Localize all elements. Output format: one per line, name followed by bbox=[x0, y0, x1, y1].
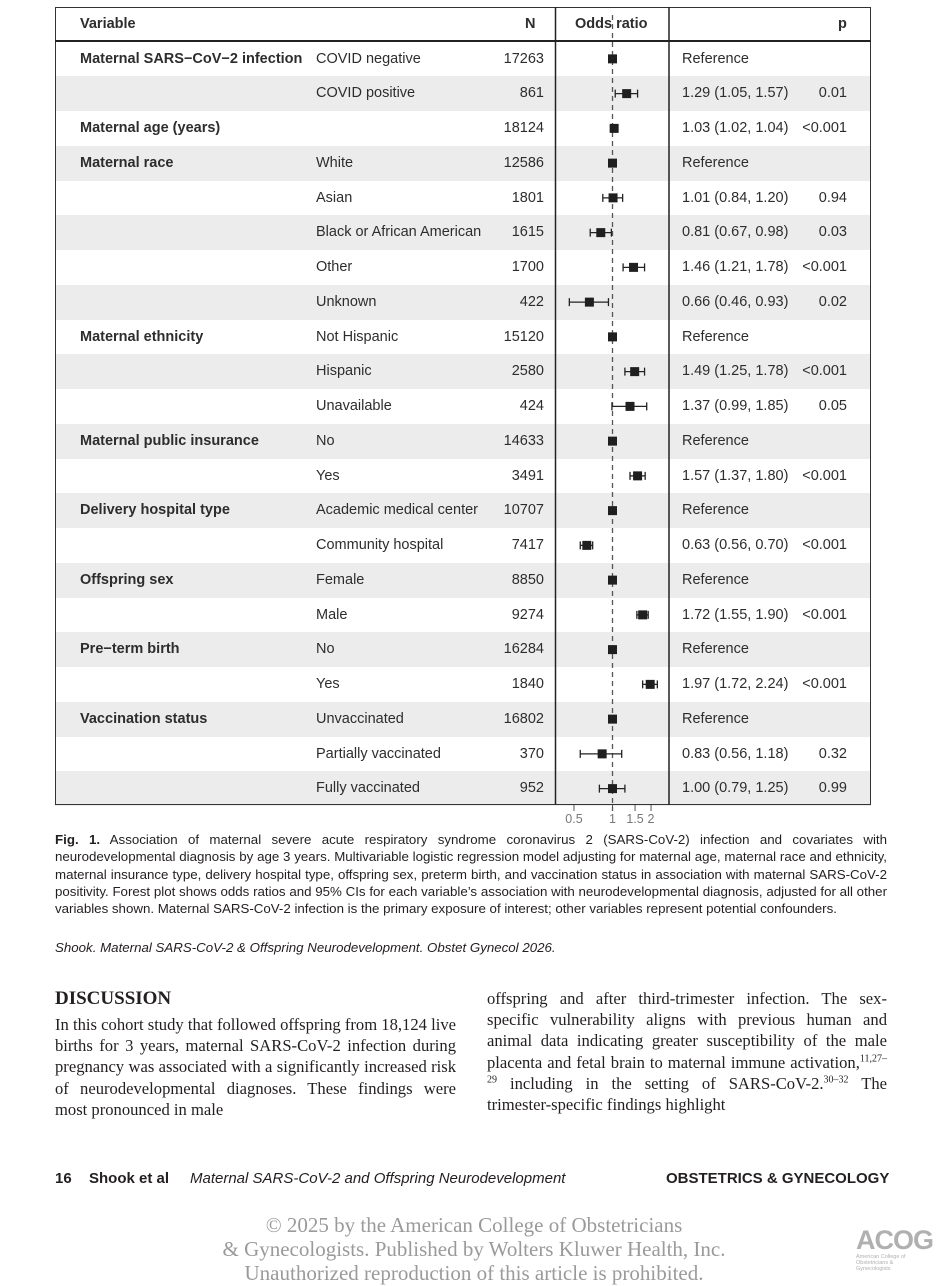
variable-cell: Maternal public insurance bbox=[80, 432, 259, 449]
level-cell: Community hospital bbox=[316, 537, 444, 553]
acog-line-1: American College of bbox=[856, 1254, 906, 1260]
header-variable: Variable bbox=[80, 16, 136, 32]
or-ci-cell: 1.37 (0.99, 1.85) bbox=[682, 398, 789, 414]
point-estimate bbox=[608, 332, 617, 341]
header-n: N bbox=[525, 16, 536, 32]
p-value-cell: 0.05 bbox=[818, 398, 847, 414]
or-ci-cell: 1.46 (1.21, 1.78) bbox=[682, 259, 789, 275]
n-cell: 16284 bbox=[503, 641, 544, 658]
n-cell: 2580 bbox=[511, 363, 544, 380]
level-cell: Unvaccinated bbox=[316, 710, 404, 727]
point-estimate bbox=[608, 159, 617, 168]
caption-label: Fig. 1. bbox=[55, 832, 101, 847]
n-cell: 1700 bbox=[511, 259, 544, 275]
or-ci-cell: 0.83 (0.56, 1.18) bbox=[682, 745, 789, 762]
or-ci-cell: Reference bbox=[682, 641, 749, 658]
x-tick-label: 1 bbox=[609, 812, 616, 826]
acog-line-2: Obstetricians & Gynecologists bbox=[856, 1260, 894, 1272]
n-cell: 952 bbox=[519, 780, 544, 797]
n-cell: 861 bbox=[519, 85, 544, 102]
or-ci-cell: 1.01 (0.84, 1.20) bbox=[682, 189, 789, 206]
point-estimate bbox=[646, 680, 655, 689]
footer-journal: OBSTETRICS & GYNECOLOGY bbox=[666, 1170, 890, 1187]
level-cell: Academic medical center bbox=[316, 502, 478, 519]
p-value-cell: <0.001 bbox=[802, 363, 847, 380]
level-cell: Black or African American bbox=[316, 224, 482, 241]
n-cell: 9274 bbox=[511, 606, 544, 623]
or-ci-cell: 1.97 (1.72, 2.24) bbox=[682, 676, 789, 692]
variable-cell: Pre−term birth bbox=[80, 641, 180, 658]
p-value-cell: 0.94 bbox=[818, 189, 847, 206]
p-value-cell: <0.001 bbox=[802, 537, 847, 553]
or-ci-cell: 0.66 (0.46, 0.93) bbox=[682, 293, 789, 310]
p-value-cell: <0.001 bbox=[802, 467, 847, 484]
variable-cell: Delivery hospital type bbox=[80, 502, 230, 519]
p-value-cell: 0.03 bbox=[818, 224, 847, 241]
discussion-column-2 bbox=[487, 988, 887, 1115]
table-border bbox=[56, 8, 871, 805]
or-ci-cell: 1.29 (1.05, 1.57) bbox=[682, 85, 789, 102]
p-value-cell: <0.001 bbox=[802, 606, 847, 623]
or-ci-cell: Reference bbox=[682, 328, 749, 345]
or-ci-cell: 0.81 (0.67, 0.98) bbox=[682, 224, 789, 241]
p-value-cell: 0.01 bbox=[818, 85, 847, 102]
forest-plot-svg bbox=[55, 7, 871, 837]
watermark-line-2: & Gynecologists. Published by Wolters Kluwer Health, Inc. bbox=[222, 1237, 726, 1261]
level-cell: Asian bbox=[316, 189, 353, 206]
figure-caption bbox=[55, 831, 887, 917]
variable-cell: Maternal race bbox=[80, 154, 174, 171]
p-value-cell: 0.32 bbox=[818, 745, 847, 762]
level-cell: White bbox=[316, 154, 354, 171]
or-ci-cell: Reference bbox=[682, 154, 749, 171]
point-estimate bbox=[610, 124, 619, 133]
level-cell: Other bbox=[316, 259, 353, 275]
p-value-cell: <0.001 bbox=[802, 676, 847, 692]
point-estimate bbox=[608, 715, 617, 724]
variable-cell: Maternal ethnicity bbox=[80, 328, 204, 345]
level-cell: Male bbox=[316, 606, 348, 623]
point-estimate bbox=[598, 749, 607, 758]
level-cell: No bbox=[316, 641, 335, 658]
point-estimate bbox=[608, 506, 617, 515]
point-estimate bbox=[630, 367, 639, 376]
point-estimate bbox=[608, 54, 617, 63]
col2-text-c: The trimester-specific findings highlight bbox=[487, 1073, 887, 1115]
or-ci-cell: Reference bbox=[682, 502, 749, 519]
or-ci-cell: Reference bbox=[682, 710, 749, 727]
header-p: p bbox=[838, 16, 847, 32]
n-cell: 15120 bbox=[503, 328, 544, 345]
point-estimate bbox=[585, 298, 594, 307]
page-number: 16 bbox=[55, 1170, 72, 1187]
or-ci-cell: Reference bbox=[682, 571, 749, 588]
n-cell: 1840 bbox=[511, 676, 544, 692]
or-ci-cell: 1.03 (1.02, 1.04) bbox=[682, 120, 789, 136]
n-cell: 14633 bbox=[503, 432, 544, 449]
or-ci-cell: 1.49 (1.25, 1.78) bbox=[682, 363, 789, 380]
discussion-column-1: In this cohort study that followed offspring from 18,124 live births for 3 years, maternal SARS-CoV-2 infection during pregnancy was associated with a significantly increased risk of neurodevelopmental diagnoses. These findings were most pronounced in male bbox=[55, 1015, 456, 1119]
acog-logo bbox=[856, 1225, 933, 1272]
col2-text-b: including in the setting of SARS-CoV-2. bbox=[497, 1073, 824, 1093]
watermark-line-3: Unauthorized reproduction of this article is prohibited. bbox=[244, 1261, 704, 1285]
n-cell: 10707 bbox=[503, 502, 544, 519]
n-cell: 1801 bbox=[511, 189, 544, 206]
point-estimate bbox=[608, 645, 617, 654]
n-cell: 422 bbox=[519, 293, 544, 310]
level-cell: Yes bbox=[316, 676, 340, 692]
level-cell: Hispanic bbox=[316, 363, 372, 380]
citation-superscript: 11,27–29 bbox=[487, 1053, 887, 1086]
or-ci-cell: 1.00 (0.79, 1.25) bbox=[682, 780, 789, 797]
point-estimate bbox=[638, 610, 647, 619]
level-cell: COVID positive bbox=[316, 85, 416, 102]
point-estimate bbox=[629, 263, 638, 272]
footer-authors: Shook et al bbox=[89, 1170, 170, 1187]
header-odds-ratio: Odds ratio bbox=[575, 16, 648, 32]
n-cell: 8850 bbox=[511, 571, 544, 588]
level-cell: Not Hispanic bbox=[316, 328, 399, 345]
variable-cell: Maternal SARS−CoV−2 infection bbox=[80, 50, 303, 67]
level-cell: Unknown bbox=[316, 293, 377, 310]
n-cell: 424 bbox=[519, 398, 544, 414]
level-cell: Partially vaccinated bbox=[316, 745, 441, 762]
point-estimate bbox=[626, 402, 635, 411]
p-value-cell: 0.02 bbox=[818, 293, 847, 310]
x-tick-label: 2 bbox=[647, 812, 655, 826]
footer-running-title: Maternal SARS-CoV-2 and Offspring Neurodevelopment bbox=[190, 1170, 566, 1187]
n-cell: 370 bbox=[519, 745, 544, 762]
p-value-cell: <0.001 bbox=[802, 120, 847, 136]
p-value-cell: 0.99 bbox=[818, 780, 847, 797]
level-cell: No bbox=[316, 432, 335, 449]
n-cell: 17263 bbox=[503, 50, 544, 67]
level-cell: Fully vaccinated bbox=[316, 780, 420, 797]
point-estimate bbox=[608, 576, 617, 585]
point-estimate bbox=[622, 89, 631, 98]
n-cell: 16802 bbox=[503, 710, 544, 727]
x-tick-label: 1.5 bbox=[626, 812, 644, 826]
point-estimate bbox=[608, 784, 617, 793]
variable-cell: Vaccination status bbox=[80, 710, 208, 727]
col2-text-a: offspring and after third-trimester infection. The sex-specific vulnerability aligns with previous human and animal data indicating greater susceptibility of the male placenta and fetal brain to maternal immune activation, bbox=[487, 989, 887, 1072]
acog-mark: ACOG bbox=[856, 1225, 933, 1255]
p-value-cell: <0.001 bbox=[802, 259, 847, 275]
n-cell: 1615 bbox=[511, 224, 544, 241]
forest-plot-table bbox=[55, 7, 871, 826]
discussion-heading: DISCUSSION bbox=[55, 988, 172, 1009]
figure-credit: Shook. Maternal SARS-CoV-2 & Offspring Neurodevelopment. Obstet Gynecol 2026. bbox=[55, 940, 556, 955]
level-cell: Unavailable bbox=[316, 398, 392, 414]
caption-text: Association of maternal severe acute respiratory syndrome coronavirus 2 (SARS-CoV-2) infection and covariates with neurodevelopmental diagnosis by age 3 years. Multivariable logistic regression model adjusting for maternal age, maternal race and ethnicity, maternal insurance type, delivery hospital type, offspring sex, preterm birth, and vaccination status in association with maternal SARS-CoV-2 positivity. Forest plot shows odds ratios and 95% CIs for each variable’s association with neurodevelopmental diagnosis, adjusted for all other variables shown. Maternal SARS-CoV-2 infection is the primary exposure of interest; other variables represent potential confounders. bbox=[55, 832, 887, 917]
n-cell: 7417 bbox=[511, 537, 544, 553]
or-ci-cell: 0.63 (0.56, 0.70) bbox=[682, 537, 789, 553]
point-estimate bbox=[608, 437, 617, 446]
n-cell: 12586 bbox=[503, 154, 544, 171]
or-ci-cell: Reference bbox=[682, 50, 749, 67]
or-ci-cell: 1.57 (1.37, 1.80) bbox=[682, 467, 789, 484]
or-ci-cell: Reference bbox=[682, 432, 749, 449]
n-cell: 3491 bbox=[511, 467, 544, 484]
or-ci-cell: 1.72 (1.55, 1.90) bbox=[682, 606, 789, 623]
x-tick-label: 0.5 bbox=[565, 812, 583, 826]
citation-superscript: 30–32 bbox=[823, 1074, 849, 1086]
variable-cell: Maternal age (years) bbox=[80, 120, 221, 136]
level-cell: Female bbox=[316, 571, 365, 588]
point-estimate bbox=[582, 541, 591, 550]
point-estimate bbox=[596, 228, 605, 237]
level-cell: COVID negative bbox=[316, 50, 421, 67]
variable-cell: Offspring sex bbox=[80, 571, 174, 588]
point-estimate bbox=[633, 471, 642, 480]
copyright-watermark bbox=[0, 1213, 948, 1285]
point-estimate bbox=[609, 193, 618, 202]
level-cell: Yes bbox=[316, 467, 340, 484]
n-cell: 18124 bbox=[503, 120, 544, 136]
watermark-line-1: © 2025 by the American College of Obstetricians bbox=[265, 1213, 683, 1237]
